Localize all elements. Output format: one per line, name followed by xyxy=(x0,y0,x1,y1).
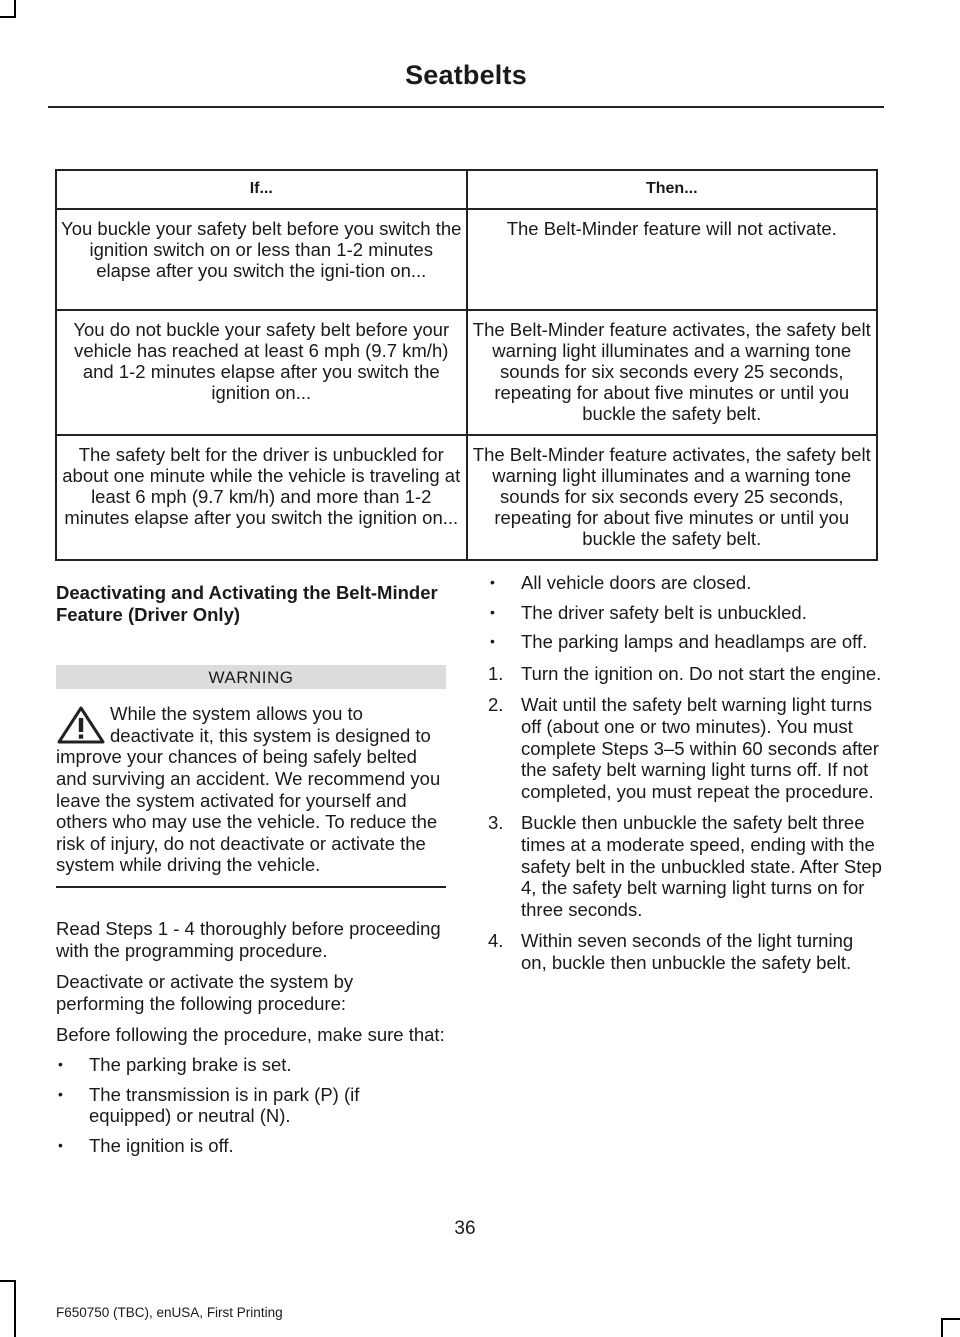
paragraph: Deactivate or activate the system by performing the following procedure: xyxy=(56,971,354,1014)
table-cell-then: The Belt-Minder feature will not activate. xyxy=(467,209,878,310)
step-item xyxy=(488,930,883,973)
step-text: Within seven seconds of the light turning on, buckle then unbuckle the safety belt. xyxy=(521,930,854,973)
step-item xyxy=(488,694,883,802)
crop-mark xyxy=(0,16,16,18)
table-cell-then: The Belt-Minder feature activates, the safety belt warning light illuminates and a warning tone sounds for six seconds every 25 seconds, repeating for about five minutes or until you buckle the safety belt. xyxy=(467,435,878,560)
crop-mark xyxy=(941,1318,943,1337)
step-number: 2. xyxy=(488,694,504,716)
left-column xyxy=(56,582,446,1156)
table-row xyxy=(56,310,877,435)
conditions-list-continued xyxy=(488,572,883,653)
column-header-if: If... xyxy=(56,170,467,209)
step-number: 4. xyxy=(488,930,504,952)
step-item xyxy=(488,663,883,685)
crop-mark xyxy=(14,0,16,16)
step-text: Buckle then unbuckle the safety belt three times at a moderate speed, ending with the safety belt in the unbuckled state. After Step 4, the safety belt warning light turns on for three seconds. xyxy=(521,812,882,920)
table-header-row xyxy=(56,170,877,209)
list-item: • The transmission is in park (P) (if equipped) or neutral (N). xyxy=(56,1084,446,1127)
page-title: Seatbelts xyxy=(405,60,527,90)
warning-box xyxy=(56,703,446,888)
step-number: 3. xyxy=(488,812,504,834)
list-item: • The driver safety belt is unbuckled. xyxy=(488,602,883,624)
step-text: Turn the ignition on. Do not start the engine. xyxy=(521,662,882,684)
warning-label: WARNING xyxy=(56,665,446,689)
footer-text: F650750 (TBC), enUSA, First Printing xyxy=(56,1305,283,1320)
paragraph: Read Steps 1 - 4 thoroughly before proceeding with the programming procedure. xyxy=(56,917,441,961)
list-item: • The parking lamps and headlamps are off. xyxy=(488,631,883,653)
page-number: 36 xyxy=(454,1218,476,1239)
table-cell-if: You buckle your safety belt before you switch the ignition switch on or less than 1-2 minutes elapse after you switch the igni-tion on... xyxy=(56,209,467,310)
conditions-list xyxy=(56,1054,446,1156)
step-text: Wait until the safety belt warning light turns off (about one or two minutes). You must complete Steps 3–5 within 60 seconds after the safety belt warning light turns off. If not completed, you must repeat the procedure. xyxy=(521,694,879,802)
step-item xyxy=(488,812,883,920)
column-header-then: Then... xyxy=(467,170,878,209)
list-item: • The ignition is off. xyxy=(56,1135,446,1157)
table-cell-if: The safety belt for the driver is unbuckled for about one minute while the vehicle is traveling at least 6 mph (9.7 km/h) and more than 1-2 minutes elapse after you switch the ignition on... xyxy=(56,435,467,560)
warning-text: While the system allows you to deactivate it, this system is designed to improve your chances of being safely belted and surviving an accident. We recommend you leave the system activated for yourself and others who may use the vehicle. To reduce the risk of injury, do not deactivate or activate the system while driving the vehicle. xyxy=(56,703,441,876)
table-row xyxy=(56,209,877,310)
paragraph: Before following the procedure, make sure that: xyxy=(56,1024,445,1046)
step-number: 1. xyxy=(488,662,504,684)
procedure-steps xyxy=(488,663,883,974)
crop-mark xyxy=(14,1280,16,1337)
table-row xyxy=(56,435,877,560)
section-heading: Deactivating and Activating the Belt-Minder Feature (Driver Only) xyxy=(56,582,438,625)
belt-minder-table xyxy=(55,169,878,561)
table-cell-if: You do not buckle your safety belt before your vehicle has reached at least 6 mph (9.7 km/h) and 1-2 minutes elapse after you switch the ignition on... xyxy=(56,310,467,435)
crop-mark xyxy=(0,1280,16,1282)
page-header xyxy=(48,60,884,108)
right-column xyxy=(488,572,883,974)
crop-mark xyxy=(941,1318,960,1320)
warning-triangle-icon xyxy=(56,705,106,745)
list-item: • All vehicle doors are closed. xyxy=(488,572,883,594)
list-item: • The parking brake is set. xyxy=(56,1054,446,1076)
table-cell-then: The Belt-Minder feature activates, the safety belt warning light illuminates and a warning tone sounds for six seconds every 25 seconds, repeating for about five minutes or until you buckle the safety belt. xyxy=(467,310,878,435)
